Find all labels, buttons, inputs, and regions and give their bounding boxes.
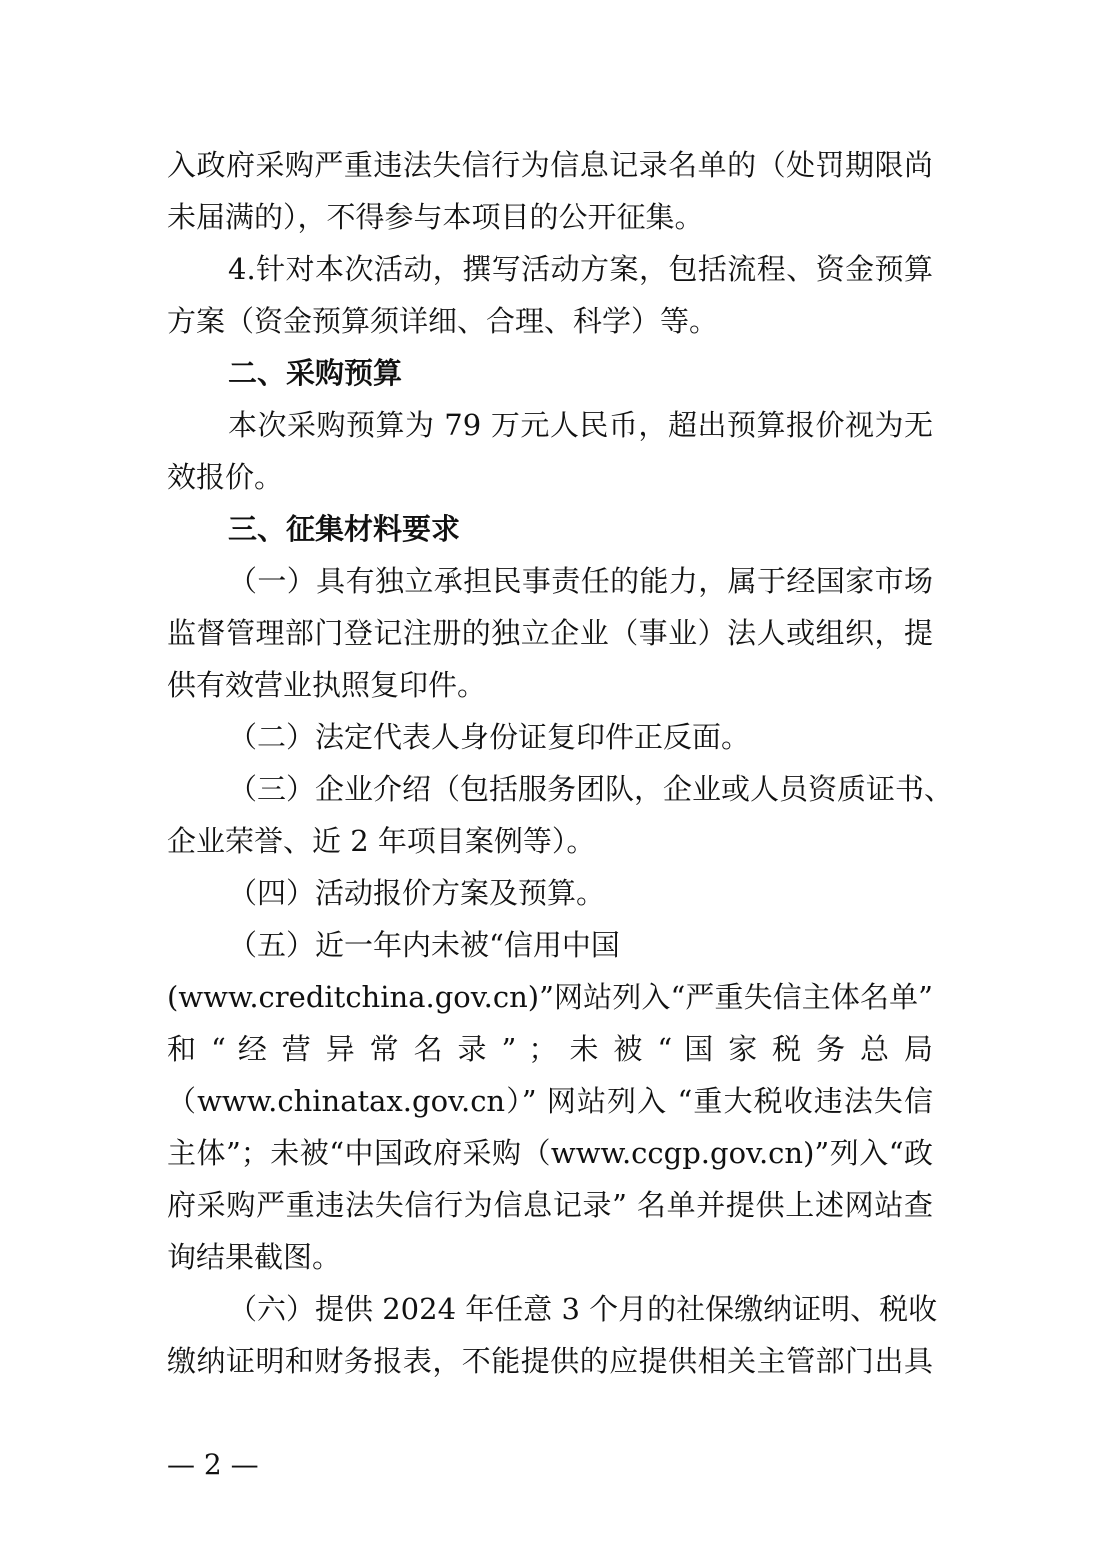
text-line: 企业荣誉、近 2 年项目案例等）。 <box>167 824 596 858</box>
text-line: （www.chinatax.gov.cn）” 网站列入 “重大税收违法失信 <box>167 1084 933 1118</box>
text-line: 未届满的），不得参与本项目的公开征集。 <box>167 200 704 234</box>
text-line: 方案（资金预算须详细、合理、科学）等。 <box>167 304 719 338</box>
text-line: （五）近一年内未被“信用中国 <box>228 928 620 962</box>
section-heading: 三、征集材料要求 <box>228 512 461 546</box>
text-line: （三）企业介绍（包括服务团队，企业或人员资质证书、 <box>228 772 954 806</box>
text-line: （一）具有独立承担民事责任的能力，属于经国家市场 <box>228 564 933 598</box>
text-line: 4.针对本次活动，撰写活动方案，包括流程、资金预算 <box>228 252 933 286</box>
text-line: 本次采购预算为 79 万元人民币，超出预算报价视为无 <box>228 408 933 442</box>
section-heading: 二、采购预算 <box>228 356 403 390</box>
text-line: 供有效营业执照复印件。 <box>167 668 487 702</box>
text-line: 询结果截图。 <box>167 1240 342 1274</box>
text-line: （六）提供 2024 年任意 3 个月的社保缴纳证明、税收 <box>228 1292 938 1326</box>
text-line: 主体”；未被“中国政府采购（www.ccgp.gov.cn)”列入“政 <box>167 1136 933 1170</box>
page-number: — 2 — <box>167 1448 259 1481</box>
text-line: （二）法定代表人身份证复印件正反面。 <box>228 720 751 754</box>
text-line: 府采购严重违法失信行为信息记录” 名单并提供上述网站查 <box>167 1188 933 1222</box>
text-line: 监督管理部门登记注册的独立企业（事业）法人或组织，提 <box>167 616 933 650</box>
text-line: 入政府采购严重违法失信行为信息记录名单的（处罚期限尚 <box>167 148 933 182</box>
text-line: （四）活动报价方案及预算。 <box>228 876 606 910</box>
text-line: (www.creditchina.gov.cn)”网站列入“严重失信主体名单” <box>167 980 933 1014</box>
text-line: 缴纳证明和财务报表，不能提供的应提供相关主管部门出具 <box>167 1344 933 1378</box>
text-line: 效报价。 <box>167 460 284 494</box>
text-line: 和 “ 经 营 异 常 名 录 ” ； 未 被 “ 国 家 税 务 总 局 <box>167 1032 933 1066</box>
